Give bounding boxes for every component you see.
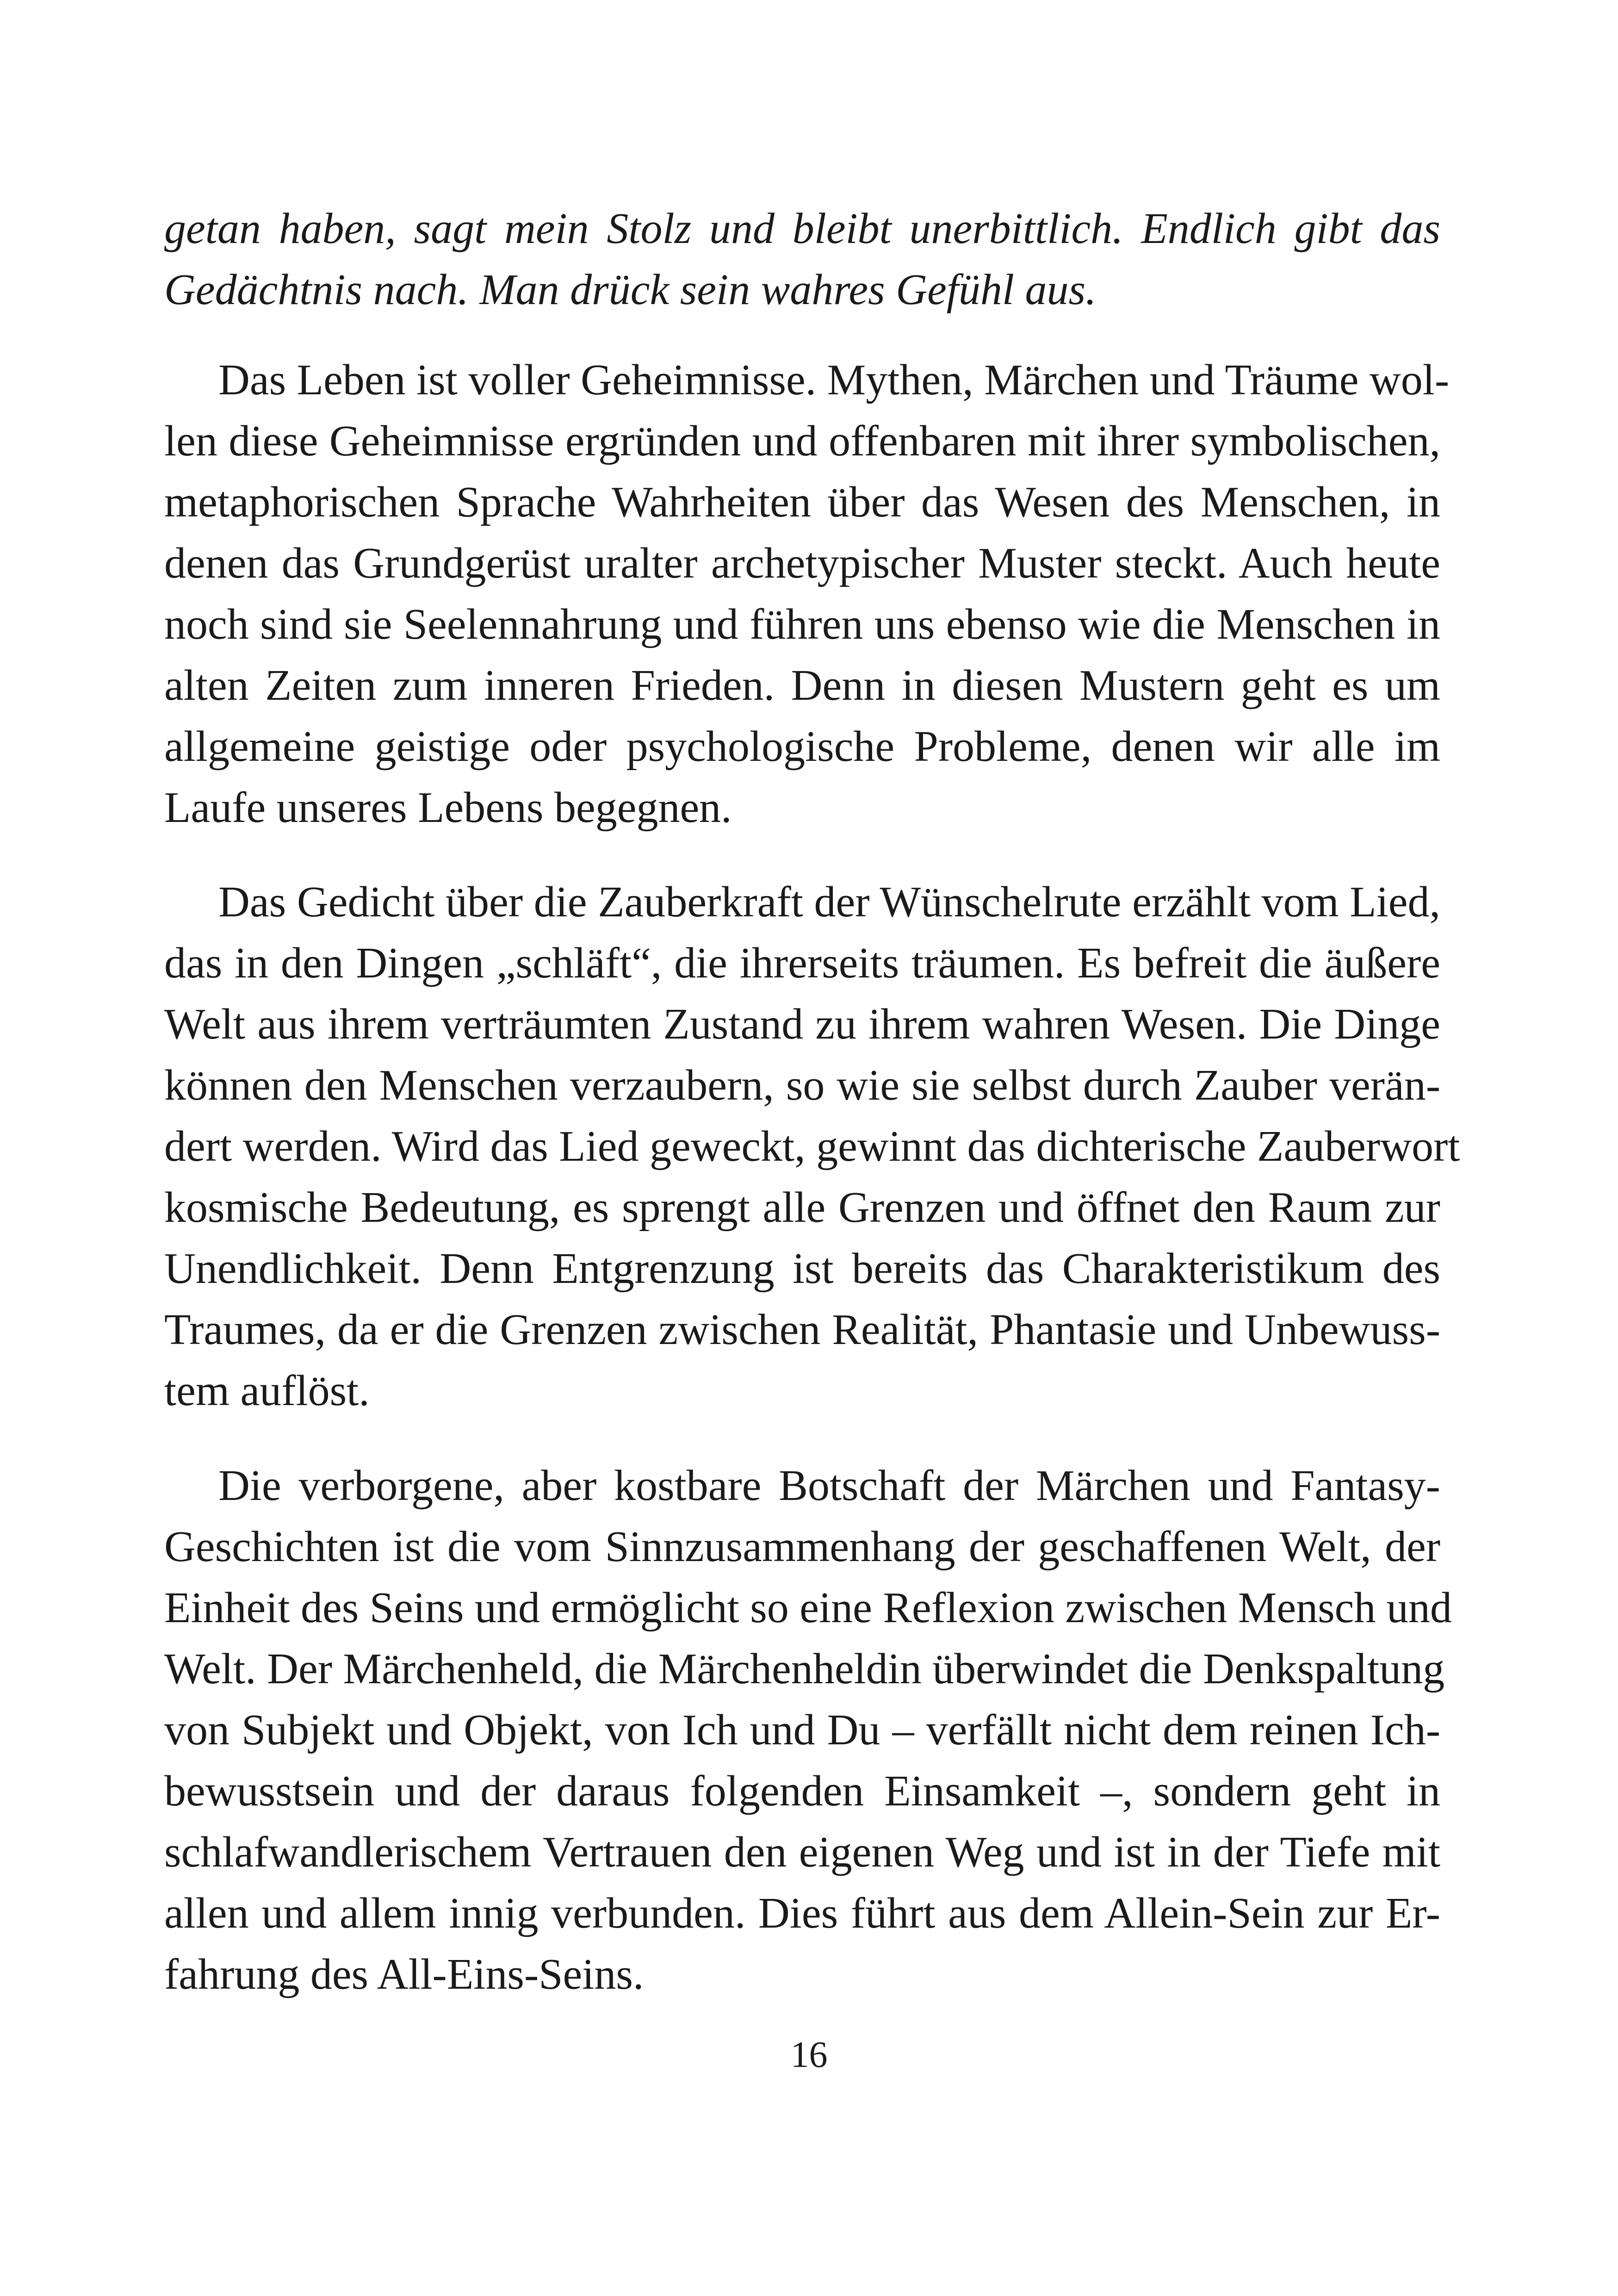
text-line: Das Gedicht über die Zauberkraft der Wünschelrute erzählt vom Lied, bbox=[218, 878, 1440, 926]
text-line: Welt aus ihrem verträumten Zustand zu ihrem wahren Wesen. Die Dinge bbox=[164, 1000, 1440, 1048]
text-line: Einheit des Seins und ermöglicht so eine Reflexion zwischen Mensch und bbox=[164, 1584, 1452, 1632]
text-line: fahrung des All-Eins-Seins. bbox=[164, 1950, 644, 1998]
text-line: das in den Dingen „schläft“, die ihrerseits träumen. Es befreit die äußere bbox=[164, 939, 1440, 987]
text-line: kosmische Bedeutung, es sprengt alle Grenzen und öffnet den Raum zur bbox=[164, 1183, 1440, 1232]
text-line: schlafwandlerischem Vertrauen den eigenen Weg und ist in der Tiefe mit bbox=[164, 1828, 1440, 1876]
text-line: tem auflöst. bbox=[164, 1367, 370, 1415]
text-line: von Subjekt und Objekt, von Ich und Du – verfällt nicht dem reinen Ich- bbox=[164, 1706, 1440, 1754]
text-line: dert werden. Wird das Lied geweckt, gewinnt das dichterische Zauberwort bbox=[164, 1122, 1460, 1170]
text-line: getan haben, sagt mein Stolz und bleibt unerbittlich. Endlich gibt das bbox=[164, 205, 1440, 253]
text-line: noch sind sie Seelennahrung und führen uns ebenso wie die Menschen in bbox=[164, 600, 1440, 648]
page-number: 16 bbox=[790, 2035, 828, 2075]
text-line: Welt. Der Märchenheld, die Märchenheldin überwindet die Denkspaltung bbox=[164, 1645, 1445, 1693]
text-line: Unendlichkeit. Denn Entgrenzung ist bereits das Charakteristikum des bbox=[164, 1244, 1440, 1293]
text-line: Gedächtnis nach. Man drück sein wahres Gefühl aus. bbox=[164, 266, 1097, 314]
text-line: bewusstsein und der daraus folgenden Einsamkeit –, sondern geht in bbox=[164, 1767, 1440, 1815]
text-line: Traumes, da er die Grenzen zwischen Realität, Phantasie und Unbewuss- bbox=[164, 1306, 1440, 1354]
text-line: Geschichten ist die vom Sinnzusammenhang der geschaffenen Welt, der bbox=[164, 1523, 1440, 1571]
text-line: allgemeine geistige oder psychologische Probleme, denen wir alle im bbox=[164, 722, 1440, 771]
text-line: können den Menschen verzaubern, so wie sie selbst durch Zauber verän- bbox=[164, 1061, 1440, 1109]
text-line: Die verborgene, aber kostbare Botschaft der Märchen und Fantasy- bbox=[218, 1462, 1440, 1510]
text-line: metaphorischen Sprache Wahrheiten über das Wesen des Menschen, in bbox=[164, 478, 1440, 526]
text-line: allen und allem innig verbunden. Dies führt aus dem Allein-Sein zur Er- bbox=[164, 1889, 1440, 1937]
text-line: alten Zeiten zum inneren Frieden. Denn in diesen Mustern geht es um bbox=[164, 661, 1440, 709]
text-line: len diese Geheimnisse ergründen und offenbaren mit ihrer symbolischen, bbox=[164, 417, 1440, 465]
text-line: Laufe unseres Lebens begegnen. bbox=[164, 784, 732, 832]
text-line: denen das Grundgerüst uralter archetypischer Muster steckt. Auch heute bbox=[164, 539, 1440, 587]
text-line: Das Leben ist voller Geheimnisse. Mythen, Märchen und Träume wol- bbox=[218, 356, 1450, 404]
